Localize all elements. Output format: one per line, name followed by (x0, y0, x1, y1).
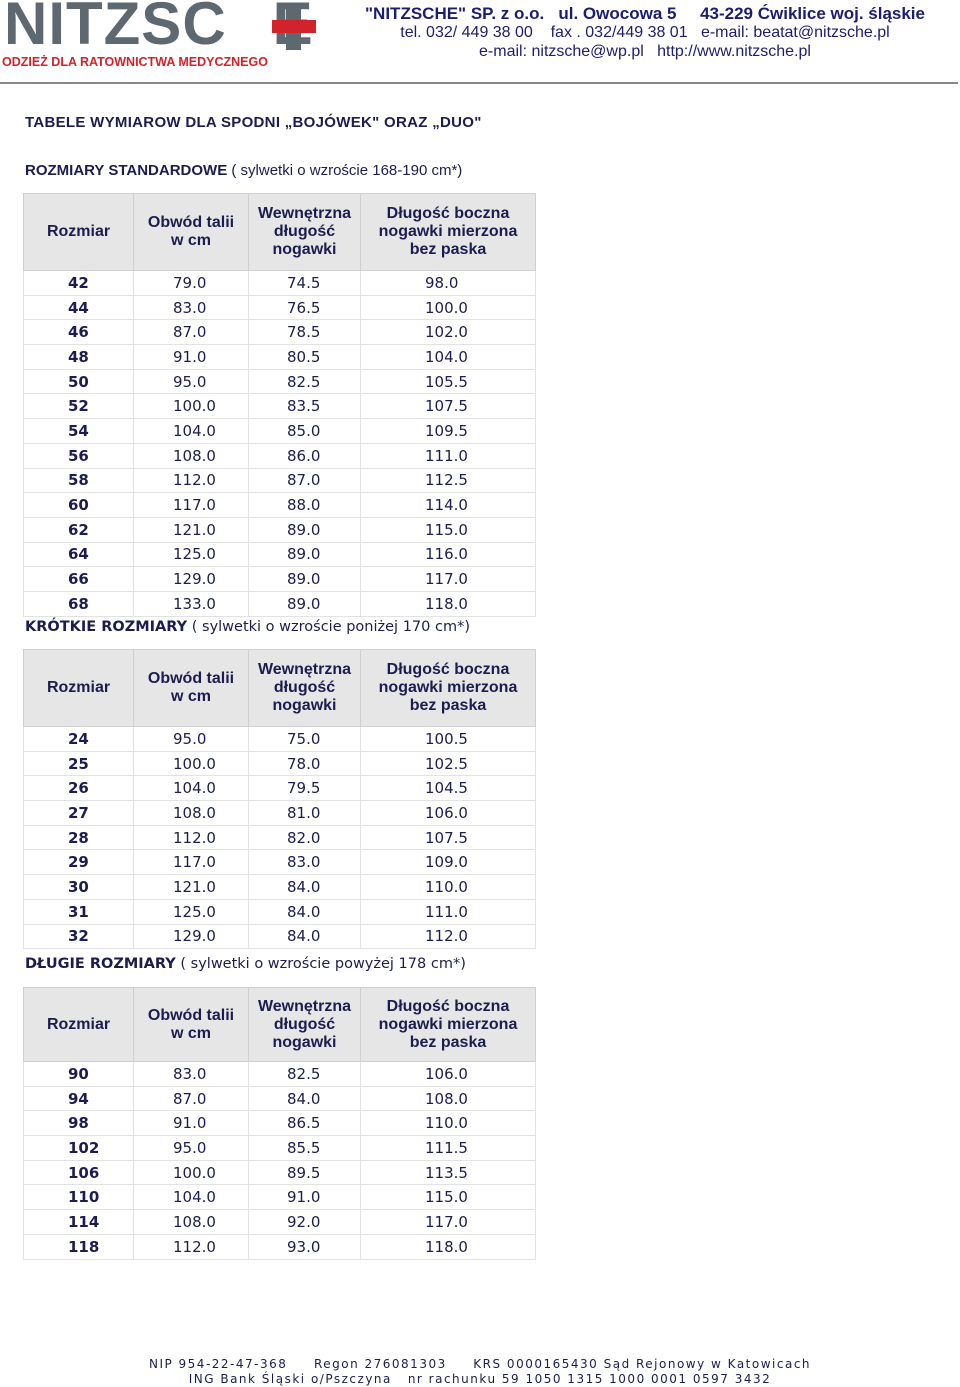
table-row (24, 727, 536, 752)
measurement-cell: 108.0 (361, 1086, 536, 1111)
company-info (340, 4, 950, 61)
section-title-long: DŁUGIE ROZMIARY ( sylwetki o wzroście powyżej 178 cm*) (25, 956, 466, 972)
column-header (249, 988, 361, 1062)
company-web: e-mail: nitzsche@wp.pl http://www.nitzsche.pl (479, 43, 811, 60)
measurement-cell: 117.0 (361, 1210, 536, 1235)
measurement-cell: 89.5 (249, 1160, 361, 1185)
measurement-cell: 92.0 (249, 1210, 361, 1235)
size-cell: 60 (24, 493, 134, 518)
measurement-cell: 110.0 (361, 875, 536, 900)
measurement-cell: 117.0 (134, 493, 249, 518)
table-row (24, 1111, 536, 1136)
table-header-row (24, 650, 536, 727)
column-header-line: długość (273, 679, 336, 696)
size-cell: 106 (24, 1160, 134, 1185)
measurement-cell: 98.0 (361, 271, 536, 296)
measurement-cell: 107.5 (361, 825, 536, 850)
column-header-line: długość (273, 1015, 336, 1033)
measurement-cell: 102.0 (361, 320, 536, 345)
measurement-cell: 118.0 (361, 591, 536, 616)
size-cell: 24 (24, 727, 134, 752)
measurement-cell: 84.0 (249, 924, 361, 949)
measurement-cell: 82.5 (249, 369, 361, 394)
column-header (24, 194, 134, 271)
table-row (24, 345, 536, 370)
measurement-cell: 79.0 (134, 271, 249, 296)
size-cell: 44 (24, 295, 134, 320)
column-header (134, 988, 249, 1062)
measurement-cell: 100.0 (134, 394, 249, 419)
table-row (24, 542, 536, 567)
column-header-line: w cm (170, 232, 211, 249)
table-row (24, 801, 536, 826)
size-cell: 42 (24, 271, 134, 296)
column-header (361, 988, 536, 1062)
size-table-short (23, 649, 536, 949)
measurement-cell: 129.0 (134, 924, 249, 949)
measurement-cell: 89.0 (249, 567, 361, 592)
table-row (24, 271, 536, 296)
company-address: "NITZSCHE" SP. z o.o. ul. Owocowa 5 43-229 Ćwiklice woj. śląskie (365, 4, 925, 23)
logo-cross-icon (272, 4, 320, 50)
table-row (24, 517, 536, 542)
measurement-cell: 95.0 (134, 727, 249, 752)
column-header (24, 988, 134, 1062)
section-title-short: KRÓTKIE ROZMIARY ( sylwetki o wzroście poniżej 170 cm*) (25, 619, 470, 635)
column-header (134, 194, 249, 271)
column-header-line: Wewnętrzna (257, 997, 352, 1015)
measurement-cell: 108.0 (134, 1210, 249, 1235)
measurement-cell: 78.5 (249, 320, 361, 345)
measurement-cell: 85.0 (249, 419, 361, 444)
table-row (24, 1210, 536, 1235)
measurement-cell: 118.0 (361, 1234, 536, 1259)
size-cell: 66 (24, 567, 134, 592)
table-row (24, 493, 536, 518)
measurement-cell: 75.0 (249, 727, 361, 752)
measurement-cell: 89.0 (249, 542, 361, 567)
measurement-cell: 111.0 (361, 899, 536, 924)
measurement-cell: 89.0 (249, 591, 361, 616)
size-cell: 62 (24, 517, 134, 542)
measurement-cell: 83.5 (249, 394, 361, 419)
column-header (361, 194, 536, 271)
size-cell: 90 (24, 1062, 134, 1087)
measurement-cell: 91.0 (134, 1111, 249, 1136)
table-row (24, 899, 536, 924)
footer-bank: ING Bank Śląski o/Pszczyna nr rachunku 59 1050 1315 1000 0001 0597 3432 (188, 1372, 772, 1386)
logo-wordmark: NITZSC (4, 0, 227, 57)
size-table-long (23, 987, 536, 1260)
size-cell: 25 (24, 751, 134, 776)
measurement-cell: 105.5 (361, 369, 536, 394)
column-header-line: Wewnętrzna (257, 205, 352, 222)
table-row (24, 468, 536, 493)
measurement-cell: 95.0 (134, 369, 249, 394)
column-header (361, 650, 536, 727)
measurement-cell: 109.5 (361, 419, 536, 444)
measurement-cell: 81.0 (249, 801, 361, 826)
footer-registration: NIP 954-22-47-368 Regon 276081303 KRS 0000165430 Sąd Rejonowy w Katowicach (148, 1357, 812, 1371)
measurement-cell: 82.5 (249, 1062, 361, 1087)
measurement-cell: 76.5 (249, 295, 361, 320)
measurement-cell: 104.0 (134, 419, 249, 444)
size-cell: 30 (24, 875, 134, 900)
measurement-cell: 104.0 (134, 776, 249, 801)
measurement-cell: 108.0 (134, 801, 249, 826)
column-header (134, 650, 249, 727)
measurement-cell: 112.0 (361, 924, 536, 949)
measurement-cell: 116.0 (361, 542, 536, 567)
column-header (249, 194, 361, 271)
size-cell: 26 (24, 776, 134, 801)
size-table-standard (23, 193, 536, 617)
section-title-standard: ROZMIARY STANDARDOWE ( sylwetki o wzroście 168-190 cm*) (25, 162, 463, 179)
measurement-cell: 100.0 (361, 295, 536, 320)
table-row (24, 1185, 536, 1210)
size-cell: 114 (24, 1210, 134, 1235)
measurement-cell: 106.0 (361, 801, 536, 826)
measurement-cell: 88.0 (249, 493, 361, 518)
size-cell: 27 (24, 801, 134, 826)
measurement-cell: 85.5 (249, 1136, 361, 1161)
measurement-cell: 100.0 (134, 751, 249, 776)
measurement-cell: 111.5 (361, 1136, 536, 1161)
size-cell: 28 (24, 825, 134, 850)
measurement-cell: 125.0 (134, 542, 249, 567)
table-header-row (24, 194, 536, 271)
table-row (24, 1086, 536, 1111)
column-header-line: Rozmiar (46, 679, 111, 696)
measurement-cell: 112.0 (134, 825, 249, 850)
size-cell: 68 (24, 591, 134, 616)
table-row (24, 1062, 536, 1087)
column-header (24, 650, 134, 727)
size-cell: 31 (24, 899, 134, 924)
table-header-row (24, 988, 536, 1062)
size-cell: 54 (24, 419, 134, 444)
measurement-cell: 111.0 (361, 443, 536, 468)
size-cell: 98 (24, 1111, 134, 1136)
size-cell: 94 (24, 1086, 134, 1111)
measurement-cell: 83.0 (134, 295, 249, 320)
company-logo (2, 0, 330, 74)
size-cell: 102 (24, 1136, 134, 1161)
measurement-cell: 133.0 (134, 591, 249, 616)
table-row (24, 825, 536, 850)
table-row (24, 567, 536, 592)
measurement-cell: 74.5 (249, 271, 361, 296)
measurement-cell: 109.0 (361, 850, 536, 875)
measurement-cell: 84.0 (249, 875, 361, 900)
measurement-cell: 121.0 (134, 875, 249, 900)
size-cell: 48 (24, 345, 134, 370)
column-header-line: nogawki mierzona (378, 1015, 518, 1033)
column-header-line: nogawki (272, 697, 337, 714)
measurement-cell: 113.5 (361, 1160, 536, 1185)
measurement-cell: 125.0 (134, 899, 249, 924)
size-cell: 56 (24, 443, 134, 468)
measurement-cell: 100.0 (134, 1160, 249, 1185)
table-row (24, 394, 536, 419)
logo-subtitle: ODZIEŻ DLA RATOWNICTWA MEDYCZNEGO (2, 55, 268, 69)
column-header-line: bez paska (409, 241, 487, 258)
measurement-cell: 84.0 (249, 1086, 361, 1111)
measurement-cell: 79.5 (249, 776, 361, 801)
measurement-cell: 87.0 (134, 320, 249, 345)
column-header-line: Długość boczna (386, 205, 510, 222)
table-row (24, 369, 536, 394)
table-row (24, 776, 536, 801)
measurement-cell: 78.0 (249, 751, 361, 776)
column-header-line: w cm (170, 1024, 211, 1042)
measurement-cell: 84.0 (249, 899, 361, 924)
measurement-cell: 117.0 (134, 850, 249, 875)
company-phone: tel. 032/ 449 38 00 fax . 032/449 38 01 e-mail: beatat@nitzsche.pl (400, 24, 890, 41)
column-header (249, 650, 361, 727)
measurement-cell: 112.0 (134, 468, 249, 493)
column-header-line: bez paska (409, 1033, 487, 1051)
measurement-cell: 80.5 (249, 345, 361, 370)
measurement-cell: 86.0 (249, 443, 361, 468)
measurement-cell: 83.0 (134, 1062, 249, 1087)
column-header-line: długość (273, 223, 336, 240)
measurement-cell: 82.0 (249, 825, 361, 850)
measurement-cell: 108.0 (134, 443, 249, 468)
table-row (24, 850, 536, 875)
measurement-cell: 129.0 (134, 567, 249, 592)
size-cell: 52 (24, 394, 134, 419)
measurement-cell: 104.5 (361, 776, 536, 801)
column-header-line: Obwód talii (147, 214, 235, 231)
size-cell: 50 (24, 369, 134, 394)
measurement-cell: 115.0 (361, 517, 536, 542)
measurement-cell: 102.5 (361, 751, 536, 776)
document-title: TABELE WYMIAROW DLA SPODNI „BOJÓWEK" ORAZ „DUO" (25, 114, 482, 131)
table-row (24, 295, 536, 320)
size-cell: 64 (24, 542, 134, 567)
column-header-line: Wewnętrzna (257, 661, 352, 678)
measurement-cell: 95.0 (134, 1136, 249, 1161)
table-row (24, 1136, 536, 1161)
column-header-line: bez paska (409, 697, 487, 714)
column-header-line: Obwód talii (147, 1006, 235, 1024)
size-cell: 29 (24, 850, 134, 875)
table-row (24, 875, 536, 900)
size-cell: 110 (24, 1185, 134, 1210)
measurement-cell: 87.0 (249, 468, 361, 493)
measurement-cell: 93.0 (249, 1234, 361, 1259)
column-header-line: nogawki mierzona (378, 223, 518, 240)
measurement-cell: 91.0 (134, 345, 249, 370)
column-header-line: Obwód talii (147, 670, 235, 687)
column-header-line: nogawki mierzona (378, 679, 518, 696)
table-row (24, 924, 536, 949)
column-header-line: nogawki (272, 241, 337, 258)
measurement-cell: 104.0 (361, 345, 536, 370)
measurement-cell: 107.5 (361, 394, 536, 419)
table-row (24, 591, 536, 616)
measurement-cell: 114.0 (361, 493, 536, 518)
table-row (24, 1160, 536, 1185)
measurement-cell: 86.5 (249, 1111, 361, 1136)
column-header-line: nogawki (272, 1033, 337, 1051)
measurement-cell: 110.0 (361, 1111, 536, 1136)
measurement-cell: 83.0 (249, 850, 361, 875)
table-row (24, 751, 536, 776)
measurement-cell: 100.5 (361, 727, 536, 752)
measurement-cell: 115.0 (361, 1185, 536, 1210)
size-cell: 58 (24, 468, 134, 493)
measurement-cell: 87.0 (134, 1086, 249, 1111)
table-row (24, 320, 536, 345)
measurement-cell: 117.0 (361, 567, 536, 592)
table-row (24, 443, 536, 468)
table-row (24, 1234, 536, 1259)
measurement-cell: 106.0 (361, 1062, 536, 1087)
measurement-cell: 112.0 (134, 1234, 249, 1259)
column-header-line: Długość boczna (386, 661, 510, 678)
measurement-cell: 91.0 (249, 1185, 361, 1210)
measurement-cell: 104.0 (134, 1185, 249, 1210)
column-header-line: Rozmiar (46, 223, 111, 240)
column-header-line: Rozmiar (46, 1015, 111, 1033)
measurement-cell: 89.0 (249, 517, 361, 542)
size-cell: 32 (24, 924, 134, 949)
header-divider (0, 82, 958, 84)
size-cell: 46 (24, 320, 134, 345)
column-header-line: w cm (170, 688, 211, 705)
size-cell: 118 (24, 1234, 134, 1259)
column-header-line: Długość boczna (386, 997, 510, 1015)
table-row (24, 419, 536, 444)
measurement-cell: 121.0 (134, 517, 249, 542)
measurement-cell: 112.5 (361, 468, 536, 493)
